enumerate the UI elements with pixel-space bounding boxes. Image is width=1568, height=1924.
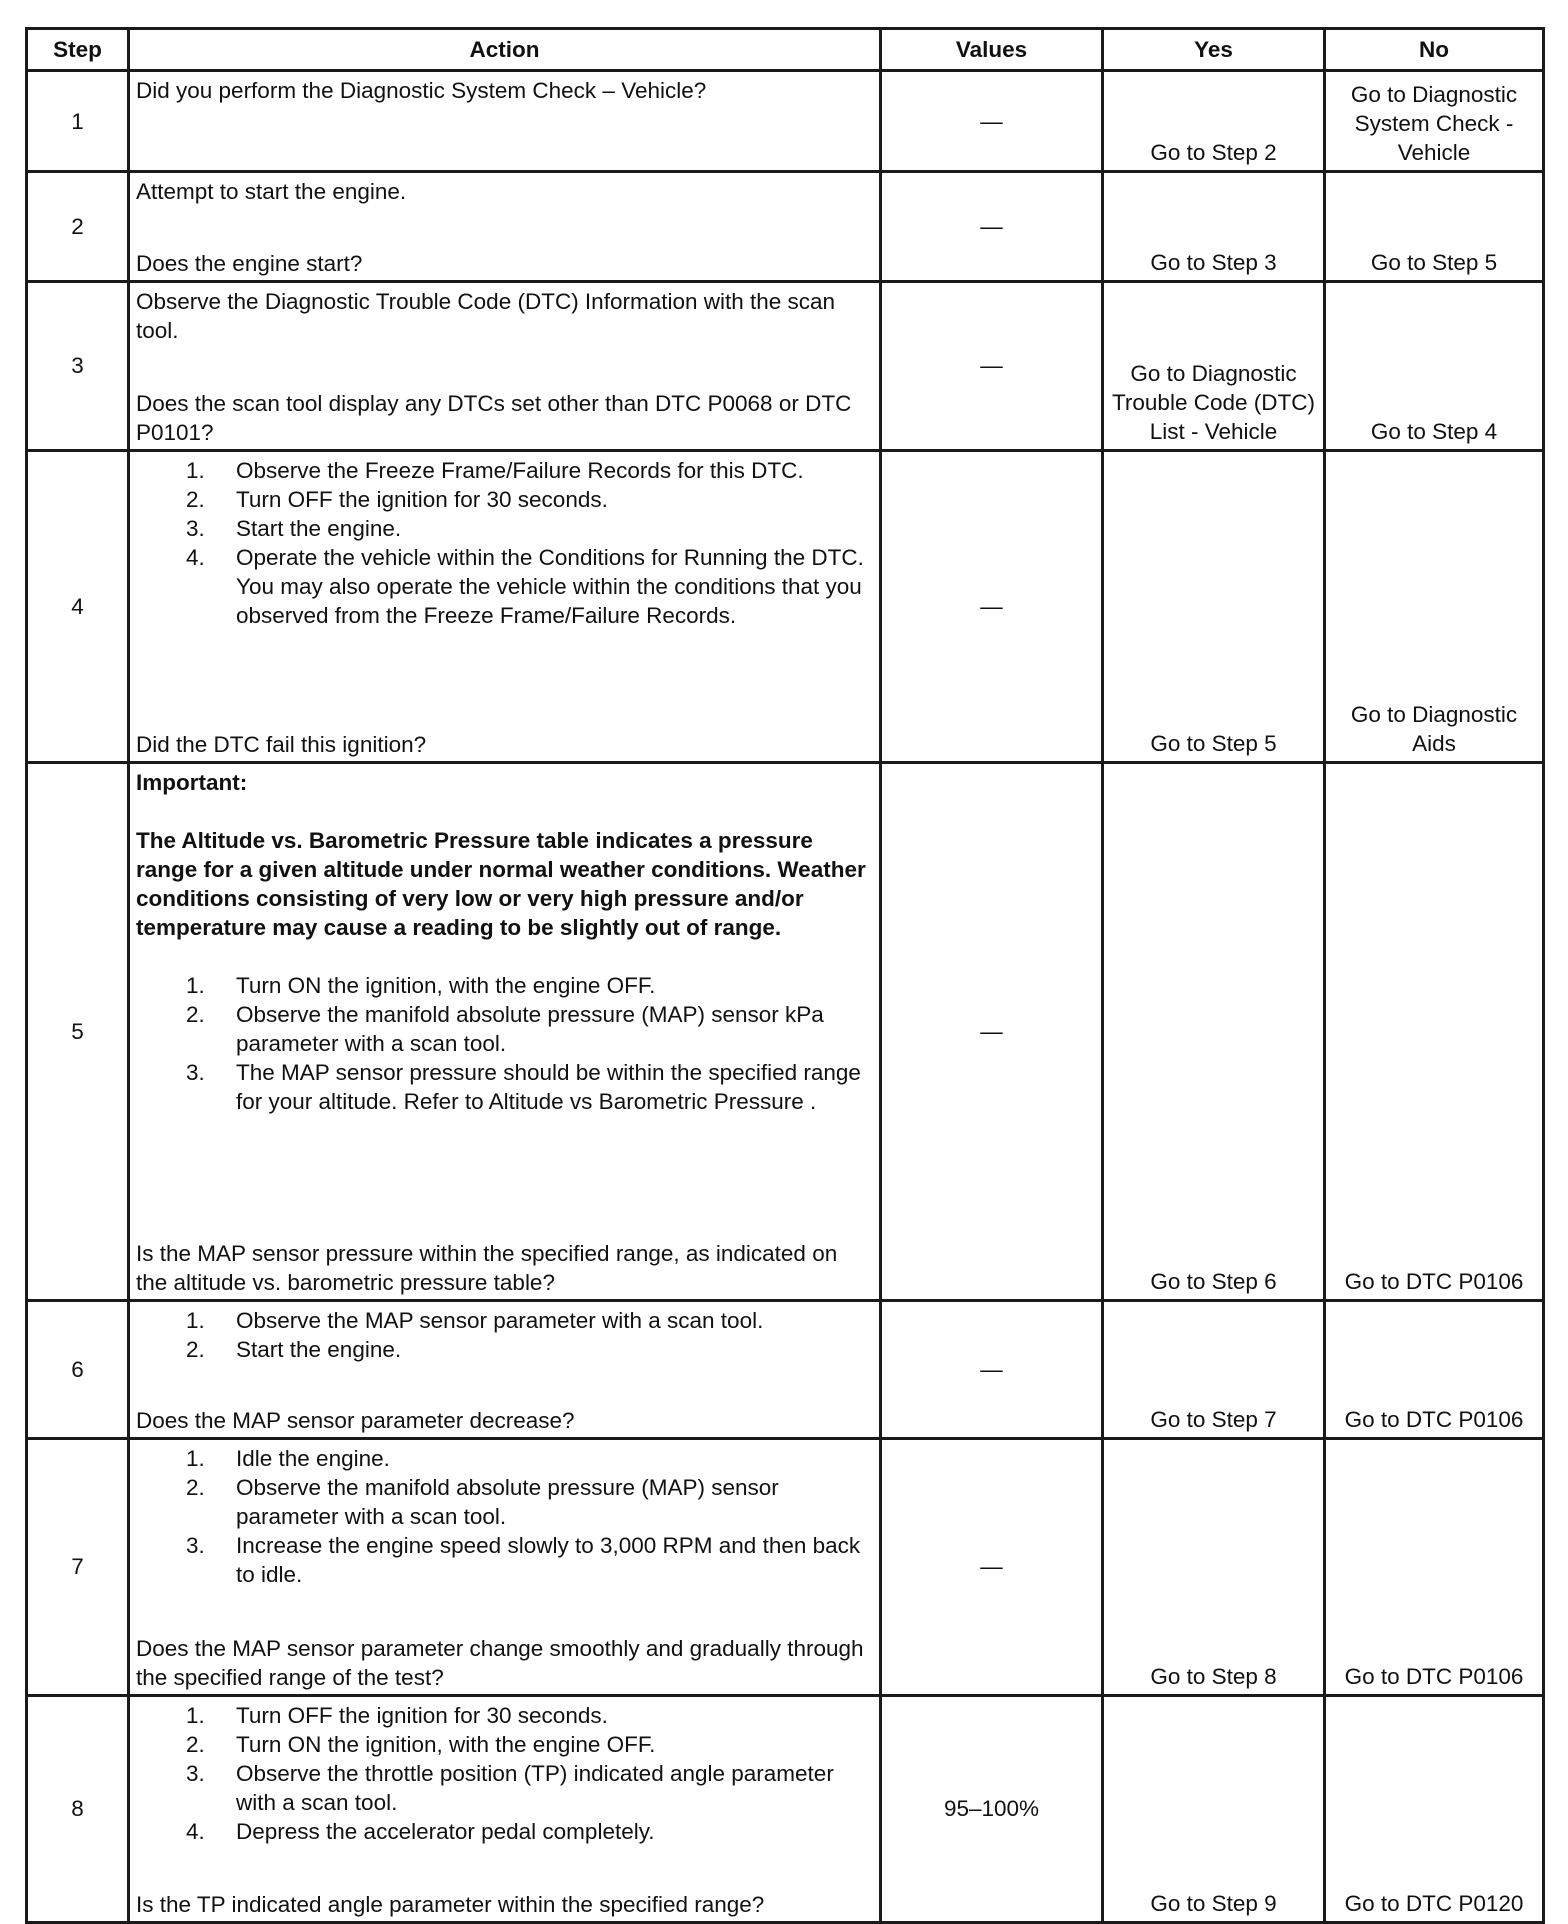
action-steps-list bbox=[136, 971, 873, 1116]
value-cell: — bbox=[881, 1300, 1103, 1438]
action-question: Is the TP indicated angle parameter within the specified range? bbox=[136, 1892, 765, 1917]
table-row bbox=[27, 71, 1544, 172]
no-result: Go to DTC P0120 bbox=[1344, 1891, 1524, 1916]
yes-result: Go to Step 7 bbox=[1150, 1407, 1277, 1433]
no-cell bbox=[1325, 282, 1544, 450]
header-action: Action bbox=[129, 29, 881, 71]
value-cell: — bbox=[881, 763, 1103, 1301]
action-question: Does the scan tool display any DTCs set other than DTC P0068 or DTC P0101? bbox=[136, 390, 852, 445]
action-steps-list bbox=[136, 1306, 873, 1364]
no-cell bbox=[1325, 1439, 1544, 1695]
list-item: 4. Depress the accelerator pedal completely. bbox=[186, 1818, 655, 1844]
no-cell bbox=[1325, 71, 1544, 172]
no-result: Go to Step 4 bbox=[1370, 418, 1498, 444]
action-intro: Observe the Diagnostic Trouble Code (DTC) Information with the scan tool. bbox=[136, 289, 836, 344]
action-intro: Attempt to start the engine. bbox=[136, 179, 407, 205]
list-item: 3. Observe the throttle position (TP) indicated angle parameter with a scan tool. bbox=[186, 1760, 834, 1815]
table-row bbox=[27, 450, 1544, 763]
list-item: 1. Turn ON the ignition, with the engine OFF. bbox=[186, 973, 656, 999]
step-number: 6 bbox=[27, 1300, 129, 1438]
step-number: 5 bbox=[27, 763, 129, 1301]
action-cell bbox=[129, 1439, 881, 1695]
step-number: 3 bbox=[27, 282, 129, 450]
action-question: Does the MAP sensor parameter change smoothly and gradually through the specified range of the test? bbox=[136, 1635, 864, 1690]
action-steps-list bbox=[136, 456, 873, 630]
no-result: Go to Step 5 bbox=[1370, 250, 1498, 276]
table-row bbox=[27, 1439, 1544, 1695]
yes-cell bbox=[1103, 1695, 1325, 1922]
table-header-row bbox=[27, 29, 1544, 71]
table-row bbox=[27, 763, 1544, 1301]
no-result: Go to Diagnostic Aids bbox=[1350, 702, 1518, 757]
header-no: No bbox=[1325, 29, 1544, 71]
list-item: 1. Observe the Freeze Frame/Failure Records for this DTC. bbox=[186, 457, 804, 483]
table-row bbox=[27, 172, 1544, 282]
list-item: 2. Observe the manifold absolute pressure (MAP) sensor kPa parameter with a scan tool. bbox=[186, 1002, 824, 1057]
action-question: Is the MAP sensor pressure within the specified range, as indicated on the altitude vs. barometric pressure table? bbox=[136, 1240, 838, 1295]
table-row bbox=[27, 1695, 1544, 1922]
no-cell bbox=[1325, 1695, 1544, 1922]
action-cell bbox=[129, 1300, 881, 1438]
yes-cell bbox=[1103, 1300, 1325, 1438]
action-question: Does the MAP sensor parameter decrease? bbox=[136, 1408, 575, 1434]
no-result: Go to Diagnostic System Check - Vehicle bbox=[1350, 82, 1518, 166]
list-item: 1. Observe the MAP sensor parameter with a scan tool. bbox=[186, 1307, 764, 1333]
no-result: Go to DTC P0106 bbox=[1344, 1663, 1524, 1689]
list-item: 2. Observe the manifold absolute pressure (MAP) sensor parameter with a scan tool. bbox=[186, 1475, 779, 1530]
action-question: Did you perform the Diagnostic System Check – Vehicle? bbox=[136, 78, 707, 103]
no-result: Go to DTC P0106 bbox=[1344, 1268, 1524, 1294]
yes-result: Go to Step 5 bbox=[1150, 731, 1277, 757]
yes-result: Go to Step 6 bbox=[1150, 1268, 1277, 1294]
action-question: Did the DTC fail this ignition? bbox=[136, 732, 427, 758]
list-item: 3. The MAP sensor pressure should be within the specified range for your altitude. Refer to Altitude vs Barometric Pressure . bbox=[186, 1060, 861, 1115]
yes-cell bbox=[1103, 763, 1325, 1301]
important-note: The Altitude vs. Barometric Pressure table indicates a pressure range for a given altitude under normal weather conditions. Weather conditions consisting of very low or very high pressure and/or temperature may cause a reading to be slightly out of range. bbox=[136, 828, 866, 941]
value-cell: — bbox=[881, 282, 1103, 450]
no-cell bbox=[1325, 450, 1544, 763]
yes-cell bbox=[1103, 450, 1325, 763]
value-cell: — bbox=[881, 450, 1103, 763]
table-row bbox=[27, 282, 1544, 450]
step-number: 4 bbox=[27, 450, 129, 763]
list-item: 4. Operate the vehicle within the Conditions for Running the DTC. You may also operate the vehicle within the conditions that you observed from the Freeze Frame/Failure Records. bbox=[186, 544, 864, 628]
header-yes: Yes bbox=[1103, 29, 1325, 71]
list-item: 3. Increase the engine speed slowly to 3,000 RPM and then back to idle. bbox=[186, 1533, 861, 1588]
no-cell bbox=[1325, 763, 1544, 1301]
yes-result: Go to Diagnostic Trouble Code (DTC) List - Vehicle bbox=[1112, 360, 1315, 444]
action-cell bbox=[129, 1695, 881, 1922]
table-row bbox=[27, 1300, 1544, 1438]
action-steps-list bbox=[136, 1444, 873, 1589]
header-step: Step bbox=[27, 29, 129, 71]
important-label: Important: bbox=[136, 770, 248, 796]
yes-result: Go to Step 8 bbox=[1150, 1663, 1277, 1689]
header-values: Values bbox=[881, 29, 1103, 71]
list-item: 2. Turn ON the ignition, with the engine OFF. bbox=[186, 1731, 656, 1757]
yes-result: Go to Step 9 bbox=[1150, 1891, 1277, 1916]
list-item: 1. Turn OFF the ignition for 30 seconds. bbox=[186, 1702, 608, 1728]
action-cell bbox=[129, 763, 881, 1301]
step-number: 8 bbox=[27, 1695, 129, 1922]
yes-result: Go to Step 2 bbox=[1150, 140, 1277, 166]
list-item: 2. Turn OFF the ignition for 30 seconds. bbox=[186, 486, 608, 512]
step-number: 2 bbox=[27, 172, 129, 282]
action-cell bbox=[129, 282, 881, 450]
value-cell: — bbox=[881, 71, 1103, 172]
list-item: 1. Idle the engine. bbox=[186, 1446, 390, 1472]
no-result: Go to DTC P0106 bbox=[1344, 1407, 1524, 1433]
yes-cell bbox=[1103, 1439, 1325, 1695]
action-question: Does the engine start? bbox=[136, 251, 363, 277]
yes-cell bbox=[1103, 172, 1325, 282]
value-cell: — bbox=[881, 172, 1103, 282]
value-cell: 95–100% bbox=[881, 1695, 1103, 1922]
list-item: 3. Start the engine. bbox=[186, 515, 402, 541]
yes-result: Go to Step 3 bbox=[1150, 250, 1277, 276]
step-number: 1 bbox=[27, 71, 129, 172]
action-steps-list bbox=[136, 1701, 873, 1846]
action-cell bbox=[129, 172, 881, 282]
list-item: 2. Start the engine. bbox=[186, 1336, 402, 1362]
yes-cell bbox=[1103, 71, 1325, 172]
step-number: 7 bbox=[27, 1439, 129, 1695]
value-cell: — bbox=[881, 1439, 1103, 1695]
yes-cell bbox=[1103, 282, 1325, 450]
action-cell bbox=[129, 450, 881, 763]
action-cell bbox=[129, 71, 881, 172]
diagnostic-steps-table bbox=[25, 27, 1545, 1924]
no-cell bbox=[1325, 1300, 1544, 1438]
no-cell bbox=[1325, 172, 1544, 282]
